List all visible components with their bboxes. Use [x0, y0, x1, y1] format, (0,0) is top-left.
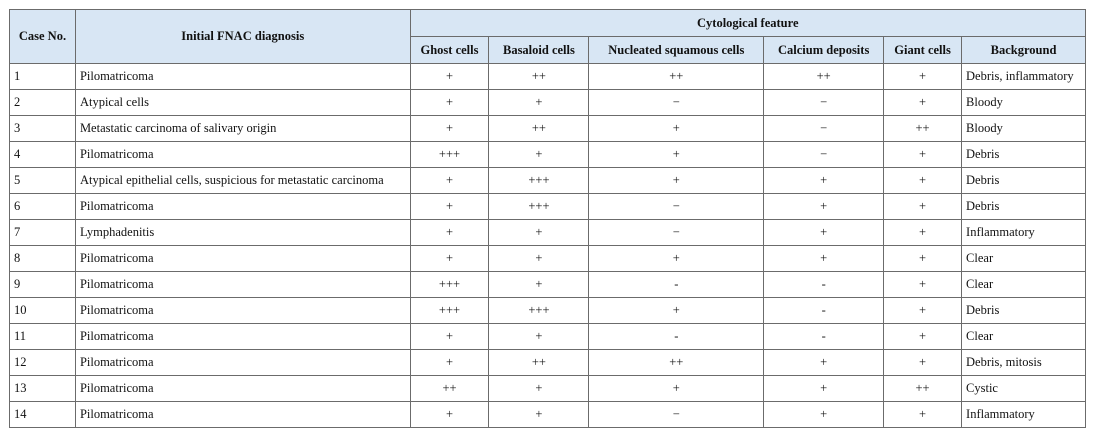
- cell-ghost-cells: +: [410, 350, 489, 376]
- table-row: [10, 116, 1086, 142]
- table-header: [10, 10, 1086, 64]
- header-calcium-deposits: Calcium deposits: [764, 37, 884, 64]
- cell-basaloid-cells: +: [489, 246, 589, 272]
- header-giant-cells: Giant cells: [884, 37, 962, 64]
- table-row: [10, 90, 1086, 116]
- cell-ghost-cells: +: [410, 402, 489, 428]
- cell-calcium-deposits: +: [764, 246, 884, 272]
- cell-basaloid-cells: ++: [489, 64, 589, 90]
- cell-giant-cells: +: [884, 246, 962, 272]
- cell-diagnosis: Pilomatricoma: [75, 142, 410, 168]
- cell-giant-cells: ++: [884, 376, 962, 402]
- cell-basaloid-cells: +++: [489, 298, 589, 324]
- cell-nucleated-squamous-cells: +: [589, 168, 764, 194]
- cell-ghost-cells: +: [410, 220, 489, 246]
- cell-giant-cells: ++: [884, 116, 962, 142]
- table-row: [10, 246, 1086, 272]
- cell-diagnosis: Pilomatricoma: [75, 272, 410, 298]
- cell-case-no: 14: [10, 402, 76, 428]
- cell-ghost-cells: +: [410, 168, 489, 194]
- header-cytological-feature: Cytological feature: [410, 10, 1085, 37]
- cell-calcium-deposits: +: [764, 402, 884, 428]
- cell-background: Clear: [962, 246, 1086, 272]
- table-row: [10, 324, 1086, 350]
- cell-calcium-deposits: −: [764, 142, 884, 168]
- cell-nucleated-squamous-cells: −: [589, 194, 764, 220]
- cell-calcium-deposits: -: [764, 324, 884, 350]
- cell-ghost-cells: ++: [410, 376, 489, 402]
- cell-background: Bloody: [962, 116, 1086, 142]
- cell-diagnosis: Lymphadenitis: [75, 220, 410, 246]
- table-row: [10, 376, 1086, 402]
- cell-diagnosis: Atypical cells: [75, 90, 410, 116]
- cell-diagnosis: Pilomatricoma: [75, 194, 410, 220]
- cell-background: Debris, mitosis: [962, 350, 1086, 376]
- cell-giant-cells: +: [884, 64, 962, 90]
- cell-nucleated-squamous-cells: -: [589, 272, 764, 298]
- header-nucleated-squamous-cells: Nucleated squamous cells: [589, 37, 764, 64]
- cell-diagnosis: Pilomatricoma: [75, 324, 410, 350]
- cell-giant-cells: +: [884, 90, 962, 116]
- cell-case-no: 13: [10, 376, 76, 402]
- cell-basaloid-cells: ++: [489, 350, 589, 376]
- cell-calcium-deposits: +: [764, 168, 884, 194]
- table-row: [10, 64, 1086, 90]
- cell-basaloid-cells: +: [489, 376, 589, 402]
- table-row: [10, 402, 1086, 428]
- cell-background: Debris: [962, 194, 1086, 220]
- cell-case-no: 12: [10, 350, 76, 376]
- cell-giant-cells: +: [884, 350, 962, 376]
- table-row: [10, 272, 1086, 298]
- cell-giant-cells: +: [884, 142, 962, 168]
- cell-giant-cells: +: [884, 324, 962, 350]
- cell-case-no: 6: [10, 194, 76, 220]
- header-basaloid-cells: Basaloid cells: [489, 37, 589, 64]
- cell-diagnosis: Pilomatricoma: [75, 246, 410, 272]
- cell-basaloid-cells: +: [489, 402, 589, 428]
- header-diagnosis: Initial FNAC diagnosis: [75, 10, 410, 64]
- cell-calcium-deposits: −: [764, 90, 884, 116]
- cell-nucleated-squamous-cells: +: [589, 116, 764, 142]
- cell-calcium-deposits: −: [764, 116, 884, 142]
- table-row: [10, 298, 1086, 324]
- cell-ghost-cells: +++: [410, 298, 489, 324]
- cell-diagnosis: Pilomatricoma: [75, 402, 410, 428]
- cell-case-no: 8: [10, 246, 76, 272]
- cell-case-no: 10: [10, 298, 76, 324]
- cell-ghost-cells: +++: [410, 142, 489, 168]
- cell-ghost-cells: +: [410, 324, 489, 350]
- cell-basaloid-cells: +++: [489, 194, 589, 220]
- cell-ghost-cells: +: [410, 194, 489, 220]
- cell-diagnosis: Pilomatricoma: [75, 376, 410, 402]
- cell-nucleated-squamous-cells: +: [589, 298, 764, 324]
- cell-nucleated-squamous-cells: −: [589, 90, 764, 116]
- cell-calcium-deposits: +: [764, 194, 884, 220]
- cell-case-no: 7: [10, 220, 76, 246]
- cell-basaloid-cells: +: [489, 272, 589, 298]
- cell-calcium-deposits: -: [764, 298, 884, 324]
- cell-diagnosis: Metastatic carcinoma of salivary origin: [75, 116, 410, 142]
- cell-giant-cells: +: [884, 194, 962, 220]
- cell-giant-cells: +: [884, 220, 962, 246]
- cell-diagnosis: Pilomatricoma: [75, 298, 410, 324]
- cell-diagnosis: Pilomatricoma: [75, 350, 410, 376]
- cell-case-no: 11: [10, 324, 76, 350]
- cell-diagnosis: Pilomatricoma: [75, 64, 410, 90]
- cytology-table: [9, 9, 1086, 428]
- cell-diagnosis: Atypical epithelial cells, suspicious for metastatic carcinoma: [75, 168, 410, 194]
- cell-calcium-deposits: ++: [764, 64, 884, 90]
- table-row: [10, 142, 1086, 168]
- cell-background: Debris, inflammatory: [962, 64, 1086, 90]
- cell-case-no: 9: [10, 272, 76, 298]
- table-body: [10, 64, 1086, 428]
- cell-case-no: 2: [10, 90, 76, 116]
- cell-calcium-deposits: -: [764, 272, 884, 298]
- cell-basaloid-cells: ++: [489, 116, 589, 142]
- cell-ghost-cells: +: [410, 246, 489, 272]
- cell-basaloid-cells: +: [489, 220, 589, 246]
- cell-nucleated-squamous-cells: −: [589, 402, 764, 428]
- table-row: [10, 220, 1086, 246]
- cell-nucleated-squamous-cells: +: [589, 376, 764, 402]
- cell-case-no: 1: [10, 64, 76, 90]
- cell-calcium-deposits: +: [764, 220, 884, 246]
- cell-calcium-deposits: +: [764, 376, 884, 402]
- cell-nucleated-squamous-cells: +: [589, 142, 764, 168]
- cell-background: Debris: [962, 142, 1086, 168]
- cell-nucleated-squamous-cells: ++: [589, 64, 764, 90]
- cell-calcium-deposits: +: [764, 350, 884, 376]
- cell-nucleated-squamous-cells: −: [589, 220, 764, 246]
- cell-giant-cells: +: [884, 272, 962, 298]
- cell-background: Inflammatory: [962, 220, 1086, 246]
- header-background: Background: [962, 37, 1086, 64]
- cell-giant-cells: +: [884, 168, 962, 194]
- cell-ghost-cells: +: [410, 64, 489, 90]
- cell-case-no: 5: [10, 168, 76, 194]
- cell-nucleated-squamous-cells: +: [589, 246, 764, 272]
- cell-background: Inflammatory: [962, 402, 1086, 428]
- cell-case-no: 3: [10, 116, 76, 142]
- cell-nucleated-squamous-cells: -: [589, 324, 764, 350]
- table-row: [10, 194, 1086, 220]
- cell-basaloid-cells: +: [489, 142, 589, 168]
- cell-giant-cells: +: [884, 298, 962, 324]
- cell-background: Debris: [962, 298, 1086, 324]
- cell-ghost-cells: +: [410, 116, 489, 142]
- cell-ghost-cells: +++: [410, 272, 489, 298]
- table-row: [10, 350, 1086, 376]
- cell-background: Cystic: [962, 376, 1086, 402]
- header-case-no: Case No.: [10, 10, 76, 64]
- cell-nucleated-squamous-cells: ++: [589, 350, 764, 376]
- cell-basaloid-cells: +++: [489, 168, 589, 194]
- cell-giant-cells: +: [884, 402, 962, 428]
- cell-ghost-cells: +: [410, 90, 489, 116]
- cell-basaloid-cells: +: [489, 324, 589, 350]
- table-row: [10, 168, 1086, 194]
- cell-background: Bloody: [962, 90, 1086, 116]
- header-ghost-cells: Ghost cells: [410, 37, 489, 64]
- cell-background: Debris: [962, 168, 1086, 194]
- cell-background: Clear: [962, 324, 1086, 350]
- cell-case-no: 4: [10, 142, 76, 168]
- cell-background: Clear: [962, 272, 1086, 298]
- cell-basaloid-cells: +: [489, 90, 589, 116]
